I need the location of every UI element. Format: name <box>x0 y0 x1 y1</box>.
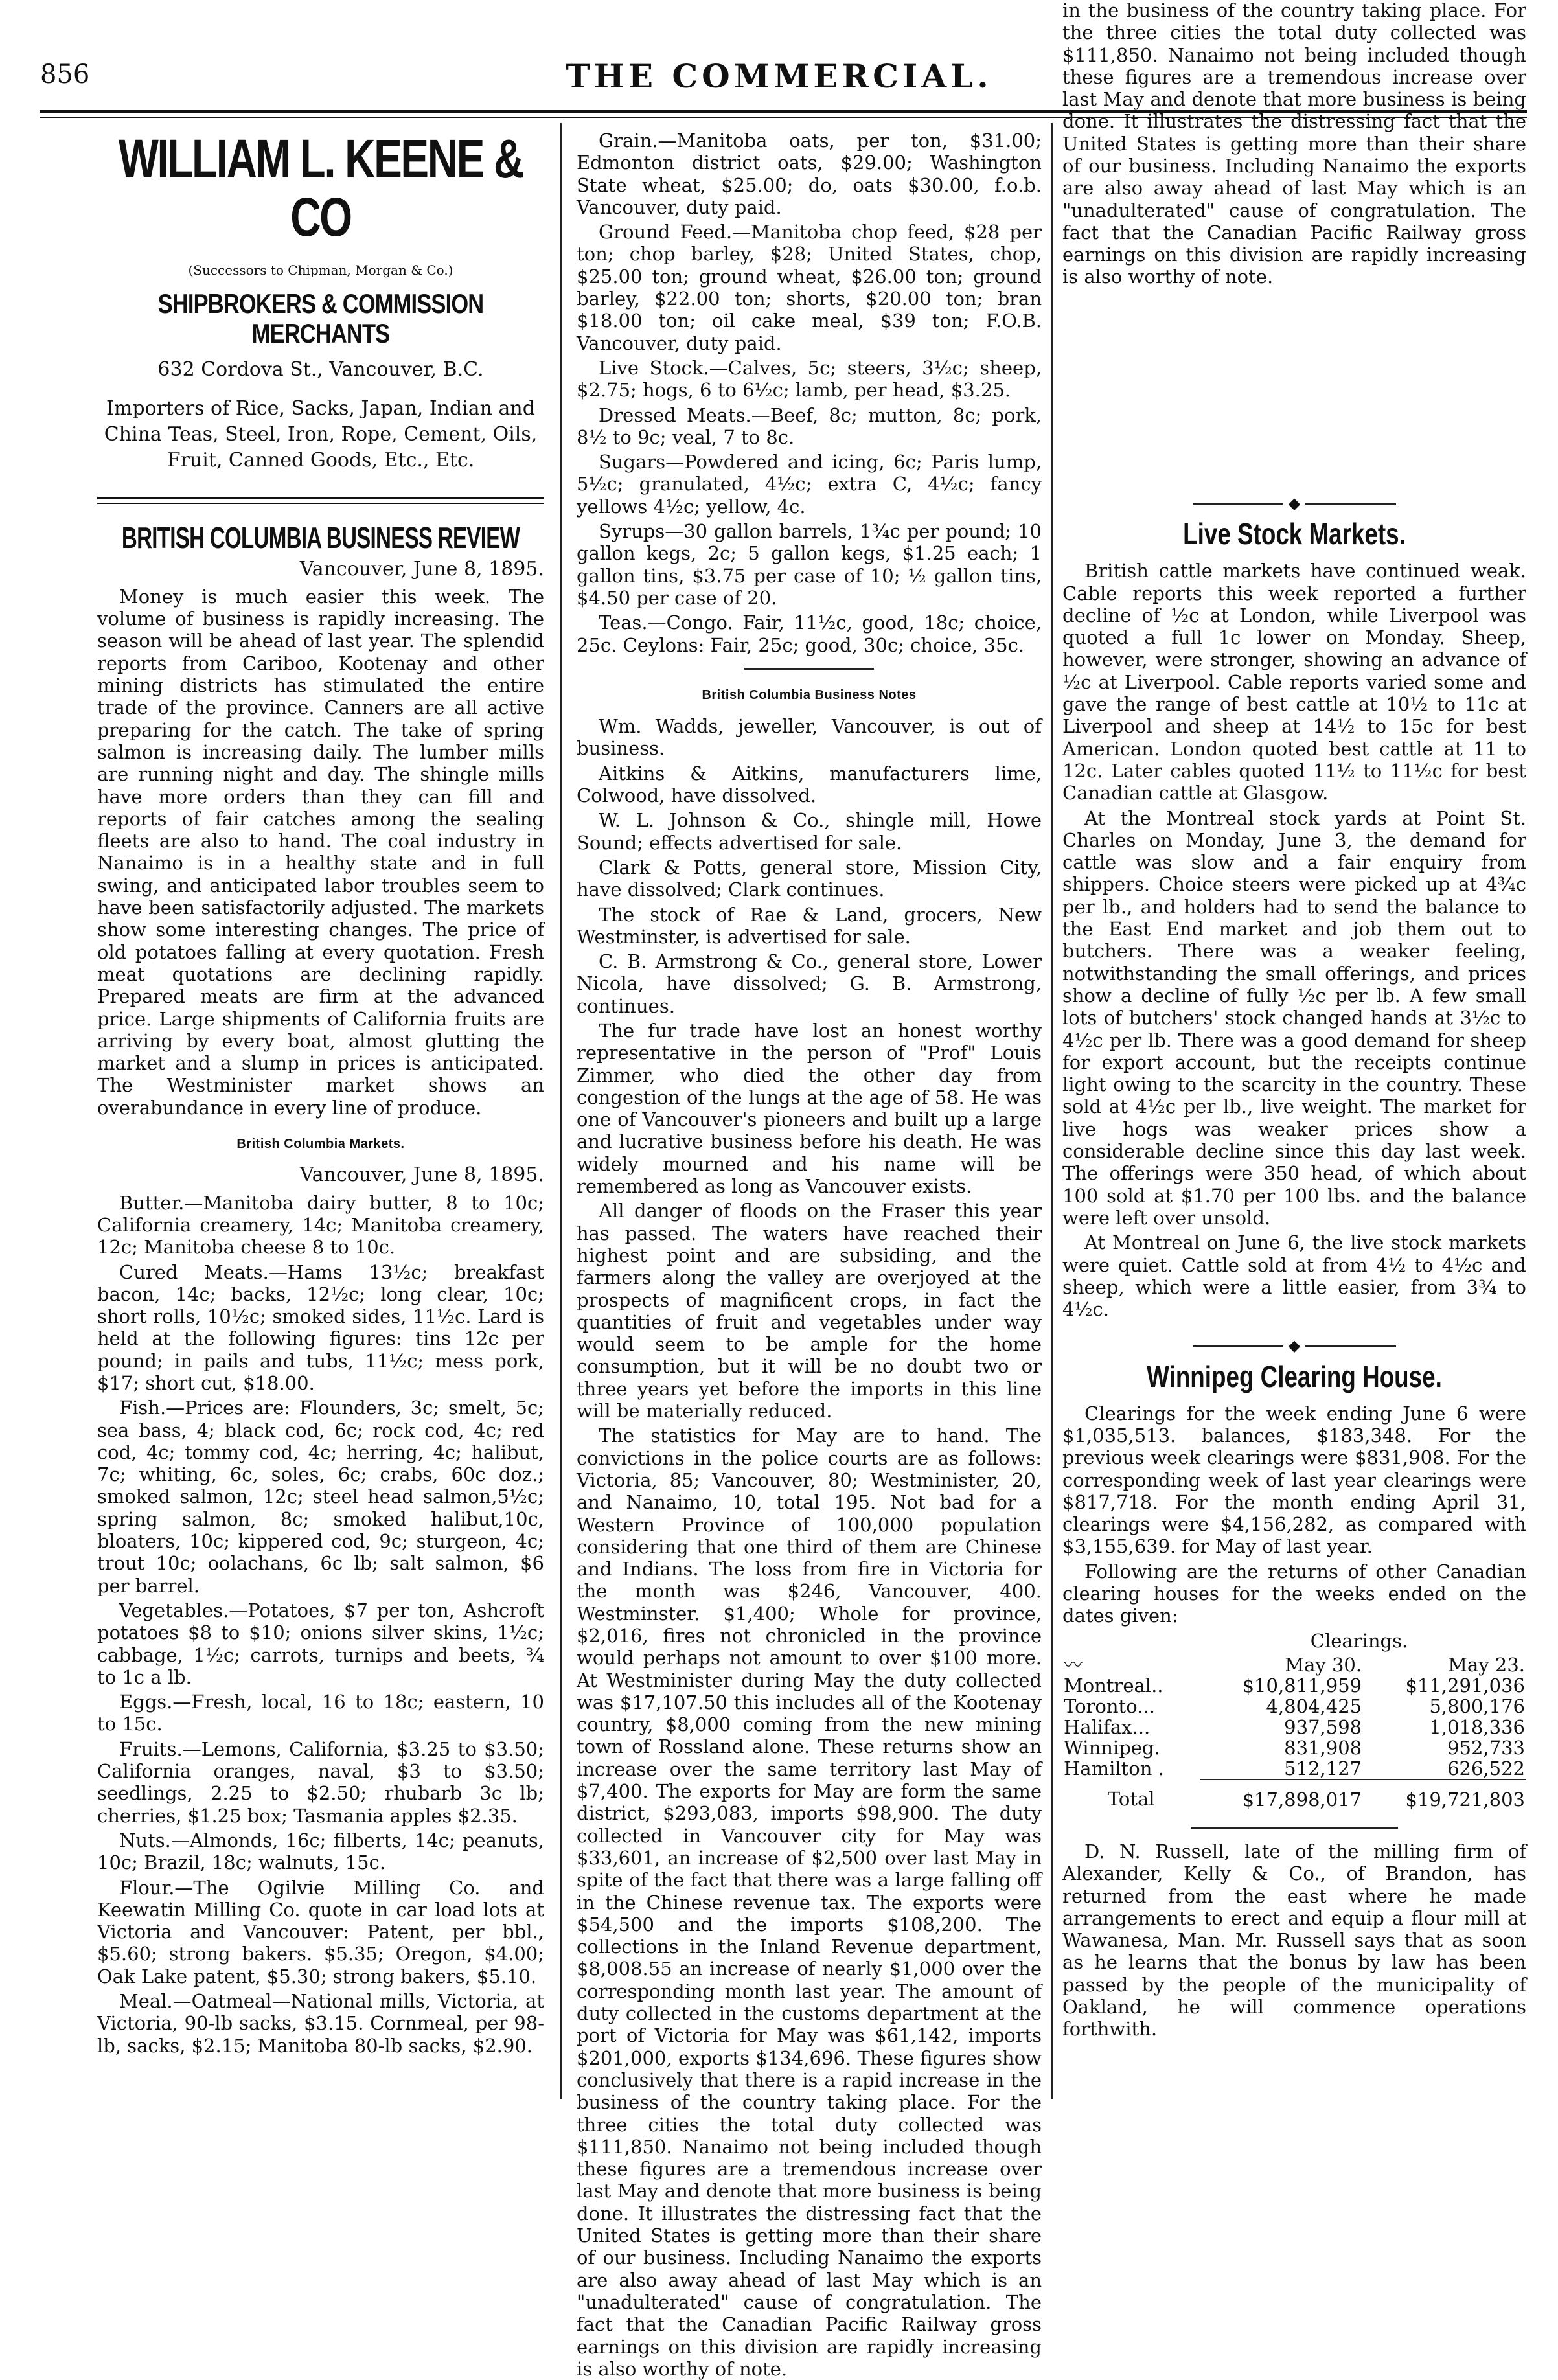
statistics-continuation <box>1062 0 1526 478</box>
note-item-statistics: The statistics for May are to hand. The convictions in the police courts are as follows: Victoria, 85; Vancouver, 80; Westminister, 20, and Nanaimo, 10, total 195. Not bad for a Western Province of 100,000 population considering that one third of them are Chinese and Indians. The loss from fire in Victoria for the month was $246, Vancouver, 400. Westminster. $1,400; Whole for province, $2,016, fires not chronicled in the province would perhaps not amount to over $100 more. At Westminister during May the duty collected was $17,107.50 this includes all of the Kootenay country, $8,000 coming from the new mining town of Rossland alone. These returns show an increase over the same territory last May of $7,400. The exports for May are form the same district, $293,083, imports $98,900. The duty collected in Vancouver city for May was $33,601, an increase of $2,500 over last May in spite of the fact that there was a large falling off in the Chinese revenue tax. The exports were $54,500 and the imports $108,200. The collections in the Inland Revenue department, $8,008.55 an increase of nearly $1,000 over the corresponding month last year. The amount of duty collected in the customs department at the port of Victoria for May was $61,142, imports $201,000, exports $134,696. These figures show conclusively that there is a rapid increase in the business of the country taking place. For the three cities the total duty collected was $111,850. Nanaimo not being included though these figures are a tremendous increase over last May and denote that more business is being done. It illustrates the distressing fact that the United States is getting more than their share of our business. Including Nanaimo the exports are also away ahead of last May which is an "unadulterated" cause of congratulation. The fact that the Canadian Pacific Railway gross earnings on this division are rapidly increasing is also worthy of note. <box>577 1425 1042 2380</box>
clearings-table <box>1062 1654 1526 1810</box>
note-item: The stock of Rae & Land, grocers, New Westminster, is advertised for sale. <box>577 903 1042 948</box>
masthead: THE COMMERCIAL. <box>566 57 992 95</box>
table-cell: Winnipeg. <box>1064 1736 1160 1759</box>
page-number: 856 <box>40 60 90 89</box>
russell-paragraph: D. N. Russell, late of the milling firm of Alexander, Kelly & Co., of Brandon, has returned from the east where he made arrangements to erect and equip a flour mill at Wawanesa, Man. Mr. Russell says that as soon as he learns that the bonus by law has been passed by the people of the municipality of Oakland, he will commence operations forthwith. <box>1062 1840 1526 2041</box>
column-divider-1 <box>560 123 562 2099</box>
table-cell: 937,598 <box>1284 1715 1362 1738</box>
livestock-paragraph: British cattle markets have continued weak. Cable reports this week reported a further decline of ½c at London, while Liverpool was quoted a full 1c lower on Monday. Sheep, however, were stronger, showing an advance of ½c at Liverpool. Cable reports varied some and gave the range of best cattle at 10½ to 11c at Liverpool and sheep at 14½ to 15c for best American. London quoted best cattle at 11 to 12c. Later cables quoted 11½ to 11½c for best Canadian cattle at Glasgow. <box>1062 560 1526 805</box>
table-header: May 30. <box>1285 1653 1362 1676</box>
advert-address: 632 Cordova St., Vancouver, B.C. <box>157 358 484 382</box>
section-divider <box>1191 1827 1398 1829</box>
table-cell: 952,733 <box>1447 1736 1525 1759</box>
review-dateline: Vancouver, June 8, 1895. <box>299 557 544 580</box>
review-body: Money is much easier this week. The volume of business is rapidly increasing. The season will be ahead of last year. The splendid reports from Cariboo, Kootenay and other mining districts has stimulated the entire trade of the province. Canners are all active preparing for the catch. The take of spring salmon is increasing daily. The lumber mills are running night and day. The shingle mills have more orders than they can fill and reports of fair catches among the sealing fleets are also to hand. The coal industry in Nanaimo is in a healthy state and in full swing, and anticipated labor troubles seem to have been satisfactorily adjusted. The markets show some interesting changes. The price of old potatoes falling at every quotation. Fresh meat quotations are declining rapidly. Prepared meats are firm at the advanced price. Large shipments of California fruits are arriving by every boat, almost glutting the market and a slump in prices is anticipated. The Westminister market shows an overabundance in every line of produce. <box>97 585 544 1119</box>
market-item: Vegetables.—Potatoes, $7 per ton, Ashcroft potatoes $8 to $10; onions silver skins, 1½c; cabbage, 1½c; carrots, turnips and beets, ¾ to 1c a lb. <box>97 1599 544 1688</box>
livestock-title: Live Stock Markets. <box>1183 517 1406 551</box>
clearing-title: Winnipeg Clearing House. <box>1147 1359 1442 1393</box>
table-row <box>1062 1758 1526 1779</box>
markets-dateline: Vancouver, June 8, 1895. <box>299 1163 544 1187</box>
livestock-paragraph: At Montreal on June 6, the live stock markets were quiet. Cattle sold at from 4½ to 4½c and sheep, which were a little easier, from 3¾ to 4½c. <box>1062 1231 1526 1321</box>
markets-title: British Columbia Markets. <box>236 1137 405 1152</box>
table-header: 〰 <box>1064 1653 1083 1676</box>
market-item: Meal.—Oatmeal—National mills, Victoria, at Victoria, 90-lb sacks, $3.15. Cornmeal, per 98-lb, sacks, $2.15; Manitoba 80-lb sacks, $2.90. <box>97 1990 544 2057</box>
market-item: Cured Meats.—Hams 13½c; breakfast bacon, 14c; backs, 12½c; long clear, 10c; short rolls, 10½c; smoked sides, 11½c. Lard is held at the following figures: tins 12c per pound; in pails and tubs, 11½c; mess pork, $17; short cut, $18.00. <box>97 1261 544 1394</box>
livestock-paragraph: At the Montreal stock yards at Point St. Charles on Monday, June 3, the demand for cattle was slow and a fair enquiry from shippers. Choice steers were picked up at 4¾c per lb., and holders had to send the balance to the East End market and job them out to butchers. There was a weaker feeling, notwithstanding the small offerings, and prices show a decline of fully ½c per lb. A few small lots of butchers' stock changed hands at 3½c to 4½c per lb. There was a good demand for sheep for export account, but the receipts continue light owing to the scarcity in the country. These sold at 4½c per lb., live weight. The market for live hogs was weaker prices show a considerable decline since this day last week. The offerings were 350 head, of which about 100 sold at $1.70 per 100 lbs. and the balance were left over unsold. <box>1062 807 1526 1229</box>
advert-business: SHIPBROKERS & COMMISSION MERCHANTS <box>157 288 484 349</box>
table-total-row <box>1062 1779 1526 1810</box>
market-item: Teas.—Congo. Fair, 11½c, good, 18c; choice, 25c. Ceylons: Fair, 25c; good, 30c; choice, 35c. <box>577 612 1042 656</box>
table-cell: $19,721,803 <box>1363 1779 1526 1810</box>
table-cell: $17,898,017 <box>1200 1779 1363 1810</box>
section-rule <box>97 497 544 504</box>
clearing-paragraph: Following are the returns of other Canadian clearing houses for the weeks ended on the dates given: <box>1062 1560 1526 1627</box>
table-row <box>1062 1717 1526 1737</box>
market-item: Ground Feed.—Manitoba chop feed, $28 per ton; chop barley, $28; United States, chop, $25.00 ton; ground wheat, $26.00 ton; ground barley, $22.00 ton; shorts, $20.00 ton; bran $18.00 ton; oil cake meal, $39 ton; F.O.B. Vancouver, duty paid. <box>577 221 1042 354</box>
notes-title: British Columbia Business Notes <box>702 687 917 702</box>
table-header-row <box>1062 1654 1526 1675</box>
table-cell: 512,127 <box>1284 1757 1362 1779</box>
clearing-paragraph: Clearings for the week ending June 6 were $1,035,513. balances, $183,348. For the previous week clearings were $831,908. For the corresponding week of last year clearings were $817,718. For the month ending April 31, clearings were $4,156,282, as compared with $3,155,639. for May of last year. <box>1062 1402 1526 1558</box>
column-divider-2 <box>1051 123 1053 2099</box>
column-3 <box>1062 0 1526 2043</box>
note-item: Clark & Potts, general store, Mission City, have dissolved; Clark continues. <box>577 856 1042 901</box>
market-item: Fish.—Prices are: Flounders, 3c; smelt, 5c; sea bass, 4; black cod, 6c; rock cod, 4c; red cod, 4c; tommy cod, 4c; herring, 4c; halibut, 7c; whiting, 6c, soles, 6c; crabs, 60c doz.; smoked salmon, 12c; steel head salmon,5½c; spring salmon, 8c; smoked halibut,10c, bloaters, 10c; kippered cod, 9c; sturgeon, 4c; trout 10c; oolachans, 6c lb; salt salmon, $6 per barrel. <box>97 1397 544 1597</box>
market-item: Dressed Meats.—Beef, 8c; mutton, 8c; pork, 8½ to 9c; veal, 7 to 8c. <box>577 404 1042 448</box>
table-cell: 626,522 <box>1447 1757 1525 1779</box>
section-divider <box>744 668 874 670</box>
ornament-rule: ◆ <box>1062 1334 1526 1356</box>
market-item: Syrups—30 gallon barrels, 1¾c per pound; 10 gallon kegs, 2c; 5 gallon kegs, $1.25 each; 1 gallon tins, $3.75 per case of 10; ½ gallon tins, $4.50 per case of 20. <box>577 520 1042 609</box>
table-row <box>1062 1675 1526 1696</box>
market-item: Butter.—Manitoba dairy butter, 8 to 10c; California creamery, 14c; Manitoba creamery, 12c; Manitoba cheese 8 to 10c. <box>97 1191 544 1259</box>
table-cell: 4,804,425 <box>1266 1695 1362 1717</box>
table-cell: Hamilton . <box>1064 1757 1164 1780</box>
advert-firm-name: WILLIAM L. KEENE & CO <box>119 128 523 247</box>
table-cell: Montreal.. <box>1064 1674 1163 1697</box>
market-item: Flour.—The Ogilvie Milling Co. and Keewatin Milling Co. quote in car load lots at Victoria and Vancouver: Patent, per bbl., $5.60; strong bakers. $5.35; Oregon, $4.00; Oak Lake patent, $5.30; strong bakers, $5.10. <box>97 1876 544 1987</box>
review-title: BRITISH COLUMBIA BUSINESS REVIEW <box>121 520 520 555</box>
market-item: Nuts.—Almonds, 16c; filberts, 14c; peanuts, 10c; Brazil, 18c; walnuts, 15c. <box>97 1829 544 1874</box>
table-row <box>1062 1696 1526 1717</box>
advert-importers: Importers of Rice, Sacks, Japan, Indian and China Teas, Steel, Iron, Rope, Cement, Oils, Fruit, Canned Goods, Etc., Etc. <box>104 396 538 472</box>
table-cell: 1,018,336 <box>1429 1715 1525 1738</box>
table-cell: Toronto... <box>1064 1695 1155 1717</box>
ornament-rule: ◆ <box>1062 492 1526 514</box>
market-item: Live Stock.—Calves, 5c; steers, 3½c; sheep, $2.75; hogs, 6 to 6½c; lamb, per head, $3.25. <box>577 356 1042 402</box>
note-item-statistics-cont: in the business of the country taking place. For the three cities the total duty collected was $111,850. Nanaimo not being included though these figures are a tremendous increase over last May and denote that more business is being done. It illustrates the distressing fact that the United States is getting more than their share of our business. Including Nanaimo the exports are also away ahead of last May which is an "unadulterated" cause of congratulation. The fact that the Canadian Pacific Railway gross earnings on this division are rapidly increasing is also worthy of note. <box>1062 0 1526 288</box>
table-cell: Total <box>1107 1788 1155 1811</box>
table-header: May 23. <box>1448 1653 1525 1676</box>
table-cell: 831,908 <box>1284 1736 1362 1759</box>
table-cell: $10,811,959 <box>1242 1674 1362 1697</box>
note-item: C. B. Armstrong & Co., general store, Lower Nicola, have dissolved; G. B. Armstrong, continues. <box>577 950 1042 1017</box>
note-item: The fur trade have lost an honest worthy representative in the person of "Prof" Louis Zimmer, who died the other day from congestion of the lungs at the age of 58. He was one of Vancouver's pioneers and built up a large and lucrative business before his death. He was widely mourned and his name will be remembered as long as Vancouver exists. <box>577 1019 1042 1198</box>
clearings-group-header: Clearings. <box>1310 1629 1408 1652</box>
note-item: All danger of floods on the Fraser this year has passed. The waters have reached their highest point and are subsiding, and the farmers along the valley are overjoyed at the prospects of magnificent crops, in fact the quantities of fruit and vegetables under way would seem to be ample for the home consumption, but it will be no doubt two or three years yet before the imports in this line will be materially reduced. <box>577 1200 1042 1423</box>
note-item: Wm. Wadds, jeweller, Vancouver, is out of business. <box>577 715 1042 760</box>
market-item: Sugars—Powdered and icing, 6c; Paris lump, 5½c; granulated, 4½c; extra C, 4½c; fancy yellows 4½c; yellow, 4c. <box>577 451 1042 518</box>
table-cell: 5,800,176 <box>1429 1695 1525 1717</box>
advert-successors: (Successors to Chipman, Morgan & Co.) <box>188 262 453 278</box>
table-cell: $11,291,036 <box>1405 1674 1525 1697</box>
column-1 <box>97 130 544 2059</box>
market-item: Fruits.—Lemons, California, $3.25 to $3.50; California oranges, naval, $3 to $3.50; seedlings, 2.25 to $2.50; rhubarb 3c lb; cherries, $1.25 box; Tasmania apples $2.35. <box>97 1737 544 1827</box>
note-item: Aitkins & Aitkins, manufacturers lime, Colwood, have dissolved. <box>577 762 1042 807</box>
table-cell: Halifax... <box>1064 1715 1151 1738</box>
market-item: Eggs.—Fresh, local, 16 to 18c; eastern, 10 to 15c. <box>97 1691 544 1735</box>
market-item: Grain.—Manitoba oats, per ton, $31.00; Edmonton district oats, $29.00; Washington State wheat, $25.00; do, oats $30.00, f.o.b. Vancouver, duty paid. <box>577 130 1042 218</box>
column-2 <box>577 130 1042 2380</box>
note-item: W. L. Johnson & Co., shingle mill, Howe Sound; effects advertised for sale. <box>577 809 1042 854</box>
table-row <box>1062 1737 1526 1758</box>
